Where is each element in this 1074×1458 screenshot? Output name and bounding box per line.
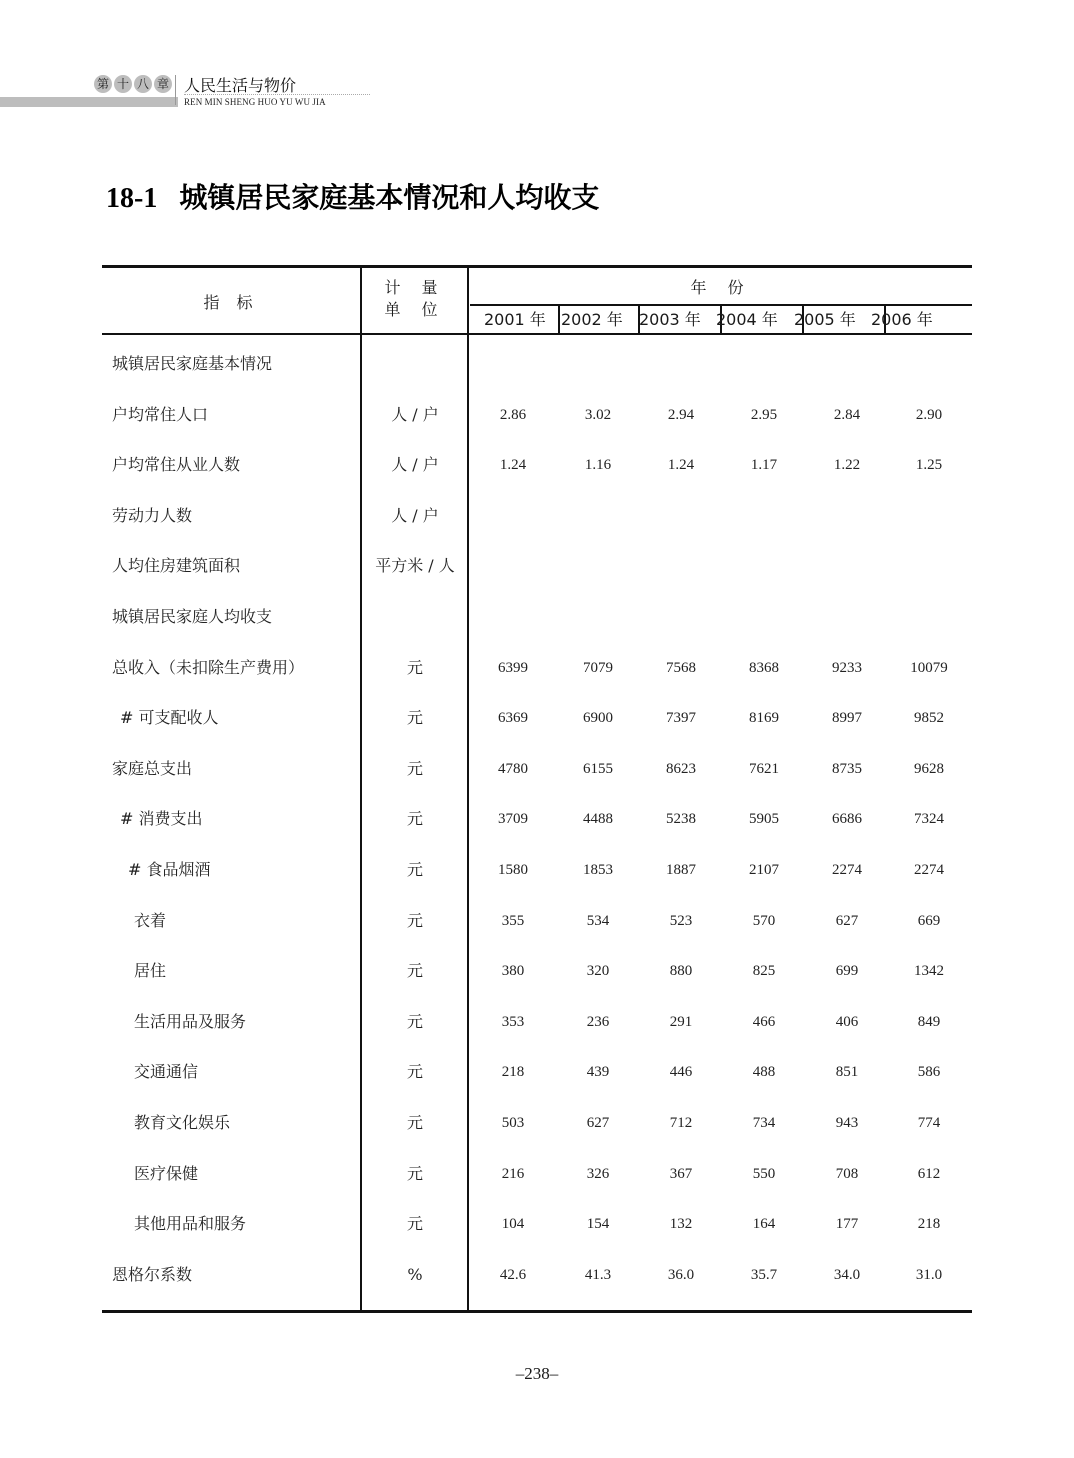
- row-value: [558, 491, 638, 542]
- row-value: 466: [752, 1013, 776, 1030]
- row-value: [641, 541, 721, 592]
- row-value: [807, 592, 887, 643]
- table-row: [102, 845, 972, 896]
- row-value: [889, 491, 969, 542]
- row-value: 1.16: [584, 457, 612, 474]
- row-value: 7621: [749, 760, 779, 777]
- header-year: 2005 年: [794, 310, 856, 329]
- row-value: 6155: [583, 760, 613, 777]
- row-value: 439: [586, 1064, 610, 1081]
- row-label: 劳动力人数: [112, 505, 193, 525]
- table-row: [102, 592, 972, 643]
- row-value: 2274: [832, 861, 862, 878]
- table-row: [102, 1250, 972, 1301]
- row-value: 488: [752, 1064, 776, 1081]
- chapter-char: 第: [94, 75, 112, 93]
- row-value: 523: [669, 912, 693, 929]
- row-label: 居住: [134, 961, 167, 981]
- row-value: 627: [586, 1114, 610, 1131]
- row-value: 36.0: [667, 1266, 695, 1283]
- table-row: [102, 794, 972, 845]
- chapter-char: 章: [154, 75, 172, 93]
- row-value: [889, 541, 969, 592]
- row-value: 2.95: [750, 406, 778, 423]
- row-value: 1.24: [499, 457, 527, 474]
- table-row: [102, 1098, 972, 1149]
- row-value: 9852: [914, 710, 944, 727]
- row-label: 城镇居民家庭基本情况: [112, 354, 273, 373]
- row-label: 医疗保健: [134, 1163, 199, 1183]
- row-value: 41.3: [584, 1266, 612, 1283]
- table-row: [102, 1047, 972, 1098]
- row-value: [558, 592, 638, 643]
- row-unit: [362, 592, 468, 643]
- row-value: [641, 592, 721, 643]
- row-value: 35.7: [750, 1266, 778, 1283]
- row-value: [807, 339, 887, 390]
- row-unit: [362, 339, 468, 390]
- row-label: 家庭总支出: [112, 758, 193, 778]
- row-value: 1853: [583, 861, 613, 878]
- chapter-label: [94, 75, 172, 93]
- row-value: 774: [917, 1114, 941, 1131]
- row-value: [724, 592, 804, 643]
- row-value: 1580: [498, 861, 528, 878]
- row-value: [889, 592, 969, 643]
- row-value: 1887: [666, 861, 696, 878]
- row-value: 154: [586, 1216, 610, 1233]
- row-value: 8169: [749, 710, 779, 727]
- row-value: 2107: [749, 861, 779, 878]
- header-dotted-rule: [184, 94, 370, 95]
- row-unit: 元: [406, 859, 423, 879]
- row-value: 3.02: [584, 406, 612, 423]
- row-label: 其他用品和服务: [134, 1214, 247, 1234]
- header-year-group: 年 份: [690, 278, 752, 297]
- row-value: 2.86: [499, 406, 527, 423]
- row-value: 380: [501, 963, 525, 980]
- row-value: 712: [669, 1114, 693, 1131]
- row-label: 户均常住人口: [112, 404, 209, 424]
- row-value: 734: [752, 1114, 776, 1131]
- row-value: 612: [917, 1165, 941, 1182]
- row-value: 6399: [498, 659, 528, 676]
- row-unit: 元: [406, 657, 423, 677]
- row-value: 534: [586, 912, 610, 929]
- row-unit: 元: [406, 1163, 423, 1183]
- row-value: [473, 339, 553, 390]
- row-value: [724, 339, 804, 390]
- row-value: [724, 541, 804, 592]
- row-value: 851: [835, 1064, 859, 1081]
- row-value: 550: [752, 1165, 776, 1182]
- row-value: 1.22: [833, 457, 861, 474]
- row-value: 849: [917, 1013, 941, 1030]
- row-value: [558, 541, 638, 592]
- row-value: 4780: [498, 760, 528, 777]
- row-value: 3709: [498, 811, 528, 828]
- row-value: 7397: [666, 710, 696, 727]
- row-value: 1.17: [750, 457, 778, 474]
- table-row: [102, 390, 972, 441]
- row-value: 627: [835, 912, 859, 929]
- row-value: 34.0: [833, 1266, 861, 1283]
- row-label: # 消费支出: [120, 809, 203, 829]
- table-row: [102, 946, 972, 997]
- row-value: 132: [669, 1216, 693, 1233]
- row-label: 衣着: [134, 910, 167, 930]
- table-title: [106, 176, 599, 216]
- row-value: 291: [669, 1013, 693, 1030]
- row-value: 8368: [749, 659, 779, 676]
- row-unit: 元: [406, 758, 423, 778]
- row-value: 9628: [914, 760, 944, 777]
- row-value: 104: [501, 1216, 525, 1233]
- row-value: [724, 491, 804, 542]
- header-indicator: 指 标: [203, 292, 259, 312]
- row-value: [558, 339, 638, 390]
- row-value: 2.84: [833, 406, 861, 423]
- row-unit: 人 / 户: [391, 505, 439, 525]
- row-value: 8735: [832, 760, 862, 777]
- row-unit: 平方米 / 人: [375, 556, 455, 576]
- row-label: # 可支配收人: [120, 708, 219, 728]
- row-label: 生活用品及服务: [134, 1011, 247, 1031]
- row-label: 总收入（未扣除生产费用）: [112, 657, 305, 677]
- table-row: [102, 541, 972, 592]
- row-value: 177: [835, 1216, 859, 1233]
- row-value: 236: [586, 1013, 610, 1030]
- row-value: 669: [917, 912, 941, 929]
- row-value: 42.6: [499, 1266, 527, 1283]
- row-unit: 元: [406, 708, 423, 728]
- row-unit: 元: [406, 910, 423, 930]
- table-row: [102, 339, 972, 390]
- row-value: 7324: [914, 811, 944, 828]
- row-value: 355: [501, 912, 525, 929]
- row-value: 218: [501, 1064, 525, 1081]
- row-value: 708: [835, 1165, 859, 1182]
- header-gray-bar: [0, 97, 178, 107]
- table-row: [102, 896, 972, 947]
- header-year: 2006 年: [871, 310, 933, 329]
- row-value: 8623: [666, 760, 696, 777]
- row-value: 10079: [910, 659, 948, 676]
- row-value: [473, 541, 553, 592]
- row-value: [641, 339, 721, 390]
- chapter-char: 十: [114, 75, 132, 93]
- row-value: 2274: [914, 861, 944, 878]
- chapter-subtitle: REN MIN SHENG HUO YU WU JIA: [184, 97, 326, 107]
- row-value: 7079: [583, 659, 613, 676]
- row-unit: %: [407, 1264, 423, 1284]
- header-year: 2002 年: [561, 310, 623, 329]
- row-value: 406: [835, 1013, 859, 1030]
- year-divider: [558, 306, 560, 334]
- row-value: [889, 339, 969, 390]
- row-value: 699: [835, 963, 859, 980]
- row-unit: 人 / 户: [391, 455, 439, 475]
- row-value: 943: [835, 1114, 859, 1131]
- page-number: –238–: [515, 1364, 559, 1383]
- header-year: 2004 年: [716, 310, 778, 329]
- row-value: [473, 592, 553, 643]
- row-value: 320: [586, 963, 610, 980]
- table-row: [102, 643, 972, 694]
- row-value: 1.25: [915, 457, 943, 474]
- row-value: 4488: [583, 811, 613, 828]
- chapter-title: 人民生活与物价: [184, 76, 297, 95]
- header-unit-line1: 计 量: [384, 278, 446, 297]
- row-value: 880: [669, 963, 693, 980]
- table-row: [102, 744, 972, 795]
- row-value: 2.90: [915, 406, 943, 423]
- row-unit: 人 / 户: [391, 404, 439, 424]
- chapter-char: 八: [134, 75, 152, 93]
- table-title-text: 城镇居民家庭基本情况和人均收支: [179, 181, 600, 214]
- row-label: # 食品烟酒: [128, 859, 211, 879]
- row-value: 6900: [583, 710, 613, 727]
- table-row: [102, 997, 972, 1048]
- row-value: 164: [752, 1216, 776, 1233]
- table-body: [102, 339, 972, 1300]
- row-value: 5905: [749, 811, 779, 828]
- table-row: [102, 491, 972, 542]
- table-row: [102, 440, 972, 491]
- row-value: 326: [586, 1165, 610, 1182]
- row-unit: 元: [406, 961, 423, 981]
- row-value: 353: [501, 1013, 525, 1030]
- row-label: 恩格尔系数: [112, 1264, 193, 1284]
- row-value: 446: [669, 1064, 693, 1081]
- header-bottom-rule: [102, 333, 972, 335]
- row-value: 216: [501, 1165, 525, 1182]
- table-row: [102, 1149, 972, 1200]
- table-row: [102, 1199, 972, 1250]
- row-label: 城镇居民家庭人均收支: [112, 606, 273, 626]
- row-value: [641, 491, 721, 542]
- row-value: 8997: [832, 710, 862, 727]
- row-value: 586: [917, 1064, 941, 1081]
- row-value: 367: [669, 1165, 693, 1182]
- header-year: 2001 年: [484, 310, 546, 329]
- header-unit-line2: 单 位: [384, 300, 446, 319]
- row-label: 教育文化娱乐: [134, 1112, 231, 1132]
- row-value: [807, 541, 887, 592]
- row-value: 1342: [914, 963, 944, 980]
- row-unit: 元: [406, 1112, 423, 1132]
- row-label: 户均常住从业人数: [112, 455, 241, 475]
- row-unit: 元: [406, 1214, 423, 1234]
- row-unit: 元: [406, 809, 423, 829]
- row-value: 9233: [832, 659, 862, 676]
- row-value: [473, 491, 553, 542]
- row-value: 31.0: [915, 1266, 943, 1283]
- row-value: 2.94: [667, 406, 695, 423]
- header-year: 2003 年: [639, 310, 701, 329]
- row-value: 6369: [498, 710, 528, 727]
- row-unit: 元: [406, 1062, 423, 1082]
- row-value: 7568: [666, 659, 696, 676]
- table-row: [102, 693, 972, 744]
- row-label: 交通通信: [134, 1062, 199, 1082]
- row-value: 503: [501, 1114, 525, 1131]
- table-number: 18-1: [106, 183, 158, 214]
- row-value: 570: [752, 912, 776, 929]
- row-label: 人均住房建筑面积: [112, 556, 241, 576]
- table-bottom-rule: [102, 1310, 972, 1313]
- header-divider: [175, 75, 176, 105]
- row-value: 6686: [832, 811, 862, 828]
- row-value: 5238: [666, 811, 696, 828]
- row-value: [807, 491, 887, 542]
- row-value: 825: [752, 963, 776, 980]
- row-value: 218: [917, 1216, 941, 1233]
- row-value: 1.24: [667, 457, 695, 474]
- row-unit: 元: [406, 1011, 423, 1031]
- header-unit: [362, 277, 468, 321]
